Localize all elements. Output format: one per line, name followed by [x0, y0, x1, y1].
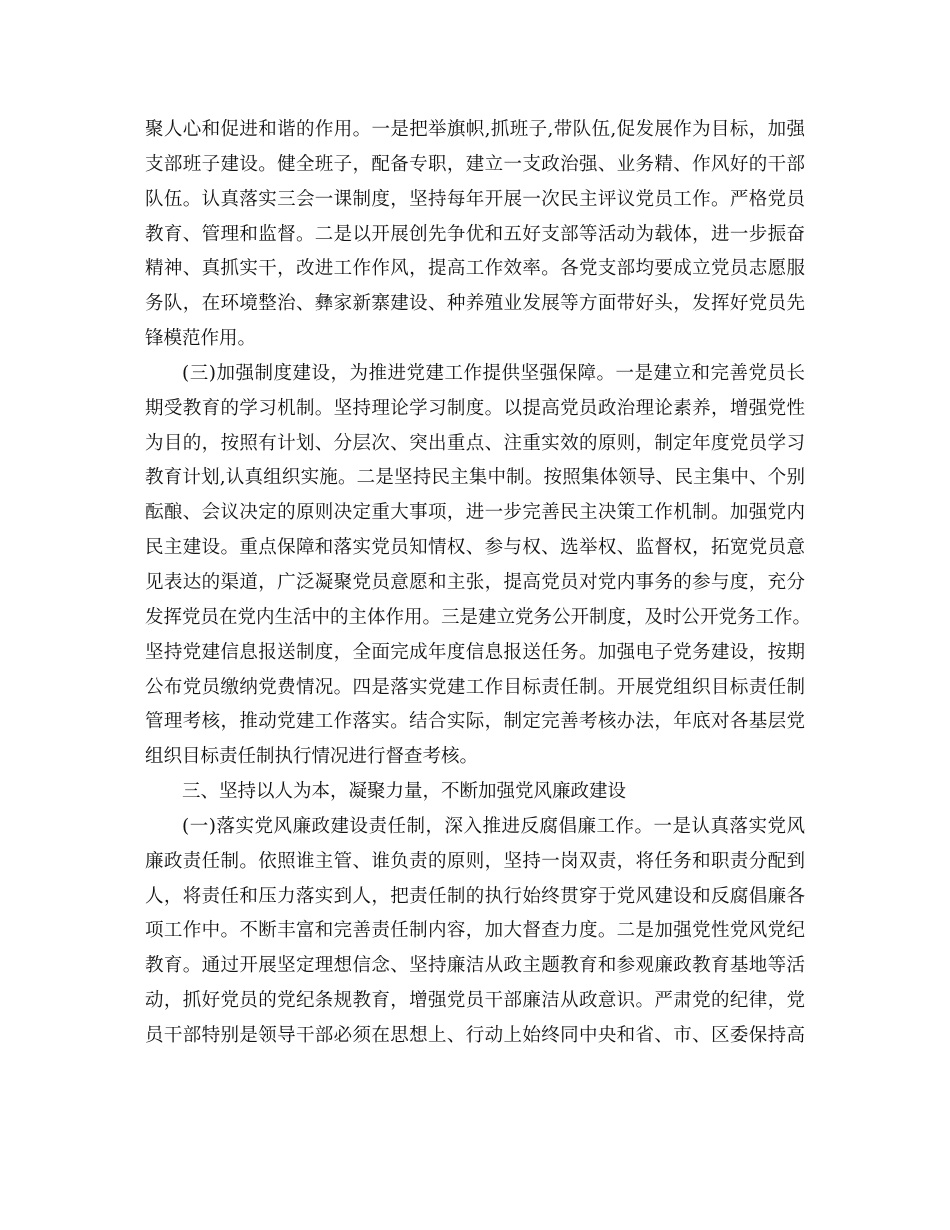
text-line: 项工作中。不断丰富和完善责任制内容，加大督查力度。二是加强党性党风党纪: [145, 920, 805, 942]
text-line: 精神、真抓实干，改进工作作风，提高工作效率。各党支部均要成立党员志愿服: [145, 258, 805, 280]
paragraph-start-line: (三)加强制度建设，为推进党建工作提供坚强保障。一是建立和完善党员长: [182, 362, 805, 384]
text-line: 员干部特别是领导干部必须在思想上、行动上始终同中央和省、市、区委保持高: [145, 1024, 805, 1046]
text-line: 期受教育的学习机制。坚持理论学习制度。以提高党员政治理论素养，增强党性: [145, 397, 805, 419]
text-line: 务队，在环境整治、彝家新寨建设、种养殖业发展等方面带好头，发挥好党员先: [145, 293, 805, 315]
text-line: 聚人心和促进和谐的作用。一是把举旗帜,抓班子,带队伍,促发展作为目标，加强: [145, 119, 805, 140]
text-line: 队伍。认真落实三会一课制度，坚持每年开展一次民主评议党员工作。严格党员: [145, 188, 805, 210]
text-line: 发挥党员在党内生活中的主体作用。三是建立党务公开制度，及时公开党务工作。: [145, 606, 812, 628]
section-heading: 三、坚持以人为本，凝聚力量，不断加强党风廉政建设: [182, 781, 627, 803]
text-line: 教育、管理和监督。二是以开展创先争优和五好支部等活动为载体，进一步振奋: [145, 223, 805, 245]
document-page: [145, 113, 812, 1054]
text-line: 酝酿、会议决定的原则决定重大事项，进一步完善民主决策工作机制。加强党内: [145, 502, 805, 524]
text-line: 人，将责任和压力落实到人，把责任制的执行始终贯穿于党风建设和反腐倡廉各: [145, 885, 805, 907]
text-line: 教育计划,认真组织实施。二是坚持民主集中制。按照集体领导、民主集中、个别: [145, 467, 805, 489]
text-line: 廉政责任制。依照谁主管、谁负责的原则，坚持一岗双责，将任务和职责分配到: [145, 850, 805, 872]
text-line: 锋模范作用。: [145, 328, 257, 350]
text-line: 为目的，按照有计划、分层次、突出重点、注重实效的原则，制定年度党员学习: [145, 432, 805, 454]
text-line: 支部班子建设。健全班子，配备专职，建立一支政治强、业务精、作风好的干部: [145, 153, 805, 175]
text-line: 坚持党建信息报送制度，全面完成年度信息报送任务。加强电子党务建设，按期: [145, 641, 805, 663]
text-line: 公布党员缴纳党费情况。四是落实党建工作目标责任制。开展党组织目标责任制: [145, 676, 805, 698]
text-line: 教育。通过开展坚定理想信念、坚持廉洁从政主题教育和参观廉政教育基地等活: [145, 955, 805, 977]
text-line: 动，抓好党员的党纪条规教育，增强党员干部廉洁从政意识。严肃党的纪律，党: [145, 990, 805, 1012]
text-line: 民主建设。重点保障和落实党员知情权、参与权、选举权、监督权，拓宽党员意: [145, 537, 805, 559]
paragraph-start-line: (一)落实党风廉政建设责任制，深入推进反腐倡廉工作。一是认真落实党风: [182, 815, 805, 837]
text-line: 见表达的渠道，广泛凝聚党员意愿和主张，提高党员对党内事务的参与度，充分: [145, 571, 805, 593]
text-line: 管理考核，推动党建工作落实。结合实际，制定完善考核办法，年底对各基层党: [145, 711, 805, 733]
text-line: 组织目标责任制执行情况进行督查考核。: [145, 746, 479, 768]
